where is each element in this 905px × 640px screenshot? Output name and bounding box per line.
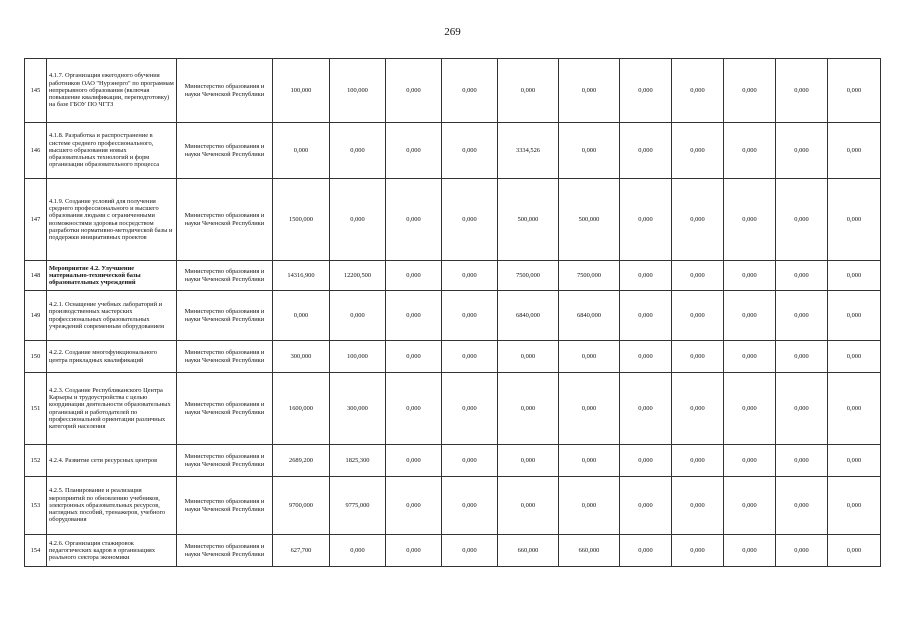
funding-value: 0,000 — [620, 373, 672, 445]
measure-description: 4.2.5. Планирование и реализация мероприятий по обновлению учебников, электронных образовательных ресурсов, наглядных пособий, тренажеров, учебного оборудования — [47, 477, 177, 535]
funding-value: 0,000 — [330, 179, 386, 261]
funding-value: 0,000 — [620, 59, 672, 123]
table-row — [25, 59, 881, 123]
funding-value: 0,000 — [620, 291, 672, 341]
funding-value: 0,000 — [672, 445, 724, 477]
funding-value: 0,000 — [386, 179, 442, 261]
row-number: 145 — [25, 59, 47, 123]
table-row — [25, 261, 881, 291]
funding-value: 0,000 — [620, 341, 672, 373]
funding-value: 0,000 — [386, 341, 442, 373]
funding-value: 0,000 — [776, 261, 828, 291]
funding-value: 0,000 — [442, 291, 498, 341]
funding-value: 0,000 — [386, 477, 442, 535]
funding-value: 0,000 — [442, 445, 498, 477]
funding-value: 500,000 — [559, 179, 620, 261]
funding-value: 0,000 — [724, 123, 776, 179]
table-row — [25, 373, 881, 445]
row-number: 150 — [25, 341, 47, 373]
table-row — [25, 123, 881, 179]
funding-value: 0,000 — [828, 477, 881, 535]
funding-value: 0,000 — [828, 123, 881, 179]
funding-value: 7500,000 — [498, 261, 559, 291]
funding-value: 0,000 — [724, 59, 776, 123]
responsible-body: Министерство образования и науки Чеченской Республики — [177, 535, 273, 567]
measure-description: 4.1.9. Создание условий для получения среднего профессионального и высшего образования людьми с ограниченными возможностями здоровья посредством разработки нормативно-методической базы и поддержки инициативных проектов — [47, 179, 177, 261]
table-row — [25, 341, 881, 373]
measure-description: 4.1.8. Разработка и распространение в системе среднего профессионального, высшего образования новых образовательных технологий и форм организации образовательного процесса — [47, 123, 177, 179]
row-number: 147 — [25, 179, 47, 261]
row-number: 149 — [25, 291, 47, 341]
funding-value: 0,000 — [386, 59, 442, 123]
funding-value: 0,000 — [559, 373, 620, 445]
funding-value: 2689,200 — [273, 445, 330, 477]
funding-value: 0,000 — [672, 179, 724, 261]
funding-value: 0,000 — [442, 341, 498, 373]
funding-value: 0,000 — [672, 291, 724, 341]
funding-value: 0,000 — [672, 59, 724, 123]
page-number: 269 — [444, 26, 461, 38]
funding-value: 0,000 — [559, 445, 620, 477]
funding-value: 0,000 — [273, 123, 330, 179]
funding-value: 6840,000 — [559, 291, 620, 341]
table-row — [25, 535, 881, 567]
table-row — [25, 179, 881, 261]
funding-value: 0,000 — [672, 123, 724, 179]
funding-value: 0,000 — [672, 341, 724, 373]
row-number: 152 — [25, 445, 47, 477]
funding-value: 0,000 — [776, 123, 828, 179]
funding-value: 0,000 — [724, 445, 776, 477]
funding-value: 0,000 — [620, 535, 672, 567]
funding-value: 0,000 — [672, 373, 724, 445]
responsible-body: Министерство образования и науки Чеченской Республики — [177, 373, 273, 445]
funding-value: 0,000 — [498, 445, 559, 477]
funding-value: 7500,000 — [559, 261, 620, 291]
funding-value: 14316,900 — [273, 261, 330, 291]
funding-value: 0,000 — [724, 535, 776, 567]
funding-value: 0,000 — [724, 341, 776, 373]
row-number: 154 — [25, 535, 47, 567]
measure-description: 4.2.3. Создание Республиканского Центра Карьеры и трудоустройства с целью координации деятельности образовательных организаций и работодателей по профессиональной ориентации различных категорий населения — [47, 373, 177, 445]
funding-value: 0,000 — [442, 123, 498, 179]
measure-description: 4.2.6. Организация стажировок педагогических кадров в организациях реального сектора экономики — [47, 535, 177, 567]
funding-value: 0,000 — [828, 445, 881, 477]
funding-value: 100,000 — [330, 59, 386, 123]
measure-description: Мероприятие 4.2. Улучшение материально-технической базы образовательных учреждений — [47, 261, 177, 291]
funding-value: 0,000 — [724, 261, 776, 291]
funding-value: 0,000 — [386, 261, 442, 291]
funding-value: 9700,000 — [273, 477, 330, 535]
funding-value: 0,000 — [724, 179, 776, 261]
funding-value: 0,000 — [776, 535, 828, 567]
table-row — [25, 445, 881, 477]
measure-description: 4.2.1. Оснащение учебных лабораторий и производственных мастерских профессиональных образовательных учреждений современным оборудованием — [47, 291, 177, 341]
funding-value: 0,000 — [672, 477, 724, 535]
funding-value: 0,000 — [386, 291, 442, 341]
funding-value: 100,000 — [330, 341, 386, 373]
funding-value: 0,000 — [776, 477, 828, 535]
funding-value: 0,000 — [828, 261, 881, 291]
funding-value: 0,000 — [498, 477, 559, 535]
responsible-body: Министерство образования и науки Чеченской Республики — [177, 445, 273, 477]
row-number: 148 — [25, 261, 47, 291]
table-row — [25, 477, 881, 535]
funding-value: 0,000 — [559, 123, 620, 179]
funding-value: 0,000 — [672, 261, 724, 291]
funding-value: 0,000 — [672, 535, 724, 567]
funding-value: 0,000 — [620, 123, 672, 179]
funding-value: 500,000 — [498, 179, 559, 261]
funding-value: 0,000 — [776, 373, 828, 445]
funding-value: 0,000 — [330, 291, 386, 341]
funding-value: 0,000 — [442, 373, 498, 445]
funding-value: 6840,000 — [498, 291, 559, 341]
funding-value: 0,000 — [620, 477, 672, 535]
funding-value: 0,000 — [828, 535, 881, 567]
funding-value: 0,000 — [442, 535, 498, 567]
responsible-body: Министерство образования и науки Чеченской Республики — [177, 477, 273, 535]
funding-value: 0,000 — [442, 179, 498, 261]
funding-value: 0,000 — [498, 59, 559, 123]
funding-value: 0,000 — [724, 291, 776, 341]
funding-value: 100,000 — [273, 59, 330, 123]
row-number: 146 — [25, 123, 47, 179]
funding-value: 0,000 — [620, 261, 672, 291]
funding-value: 0,000 — [442, 477, 498, 535]
funding-value: 0,000 — [724, 477, 776, 535]
funding-value: 0,000 — [828, 59, 881, 123]
funding-value: 0,000 — [776, 445, 828, 477]
funding-value: 0,000 — [828, 179, 881, 261]
funding-value: 0,000 — [498, 341, 559, 373]
funding-value: 12200,500 — [330, 261, 386, 291]
funding-value: 0,000 — [498, 373, 559, 445]
funding-value: 300,000 — [273, 341, 330, 373]
funding-value: 0,000 — [828, 341, 881, 373]
funding-value: 0,000 — [386, 535, 442, 567]
measure-description: 4.2.2. Создание многофункционального центра прикладных квалификаций — [47, 341, 177, 373]
funding-value: 0,000 — [442, 59, 498, 123]
row-number: 153 — [25, 477, 47, 535]
funding-value: 0,000 — [828, 373, 881, 445]
funding-value: 300,000 — [330, 373, 386, 445]
funding-value: 0,000 — [828, 291, 881, 341]
funding-value: 0,000 — [620, 445, 672, 477]
funding-value: 9775,000 — [330, 477, 386, 535]
funding-value: 0,000 — [776, 59, 828, 123]
funding-value: 0,000 — [330, 535, 386, 567]
funding-value: 660,000 — [498, 535, 559, 567]
funding-value: 1825,300 — [330, 445, 386, 477]
funding-value: 0,000 — [273, 291, 330, 341]
responsible-body: Министерство образования и науки Чеченской Республики — [177, 291, 273, 341]
funding-value: 0,000 — [776, 341, 828, 373]
funding-value: 3334,526 — [498, 123, 559, 179]
funding-value: 0,000 — [386, 445, 442, 477]
responsible-body: Министерство образования и науки Чеченской Республики — [177, 123, 273, 179]
funding-value: 627,700 — [273, 535, 330, 567]
funding-value: 0,000 — [620, 179, 672, 261]
funding-value: 0,000 — [442, 261, 498, 291]
funding-value: 0,000 — [559, 477, 620, 535]
funding-value: 0,000 — [776, 179, 828, 261]
responsible-body: Министерство образования и науки Чеченской Республики — [177, 341, 273, 373]
funding-value: 0,000 — [776, 291, 828, 341]
funding-value: 0,000 — [386, 373, 442, 445]
row-number: 151 — [25, 373, 47, 445]
responsible-body: Министерство образования и науки Чеченской Республики — [177, 261, 273, 291]
funding-value: 0,000 — [330, 123, 386, 179]
responsible-body: Министерство образования и науки Чеченской Республики — [177, 179, 273, 261]
funding-value: 0,000 — [724, 373, 776, 445]
budget-table — [24, 58, 881, 567]
funding-value: 660,000 — [559, 535, 620, 567]
responsible-body: Министерство образования и науки Чеченской Республики — [177, 59, 273, 123]
funding-value: 1600,000 — [273, 373, 330, 445]
table-row — [25, 291, 881, 341]
funding-value: 0,000 — [386, 123, 442, 179]
measure-description: 4.1.7. Организация ежегодного обучения работников ОАО "Нурэнерго" по программам непрерывного образования (включая повышение квалификации, переподготовку) на базе ГБОУ ПО ЧГТЗ — [47, 59, 177, 123]
measure-description: 4.2.4. Развитие сети ресурсных центров — [47, 445, 177, 477]
funding-value: 0,000 — [559, 341, 620, 373]
funding-value: 0,000 — [559, 59, 620, 123]
funding-value: 1500,000 — [273, 179, 330, 261]
